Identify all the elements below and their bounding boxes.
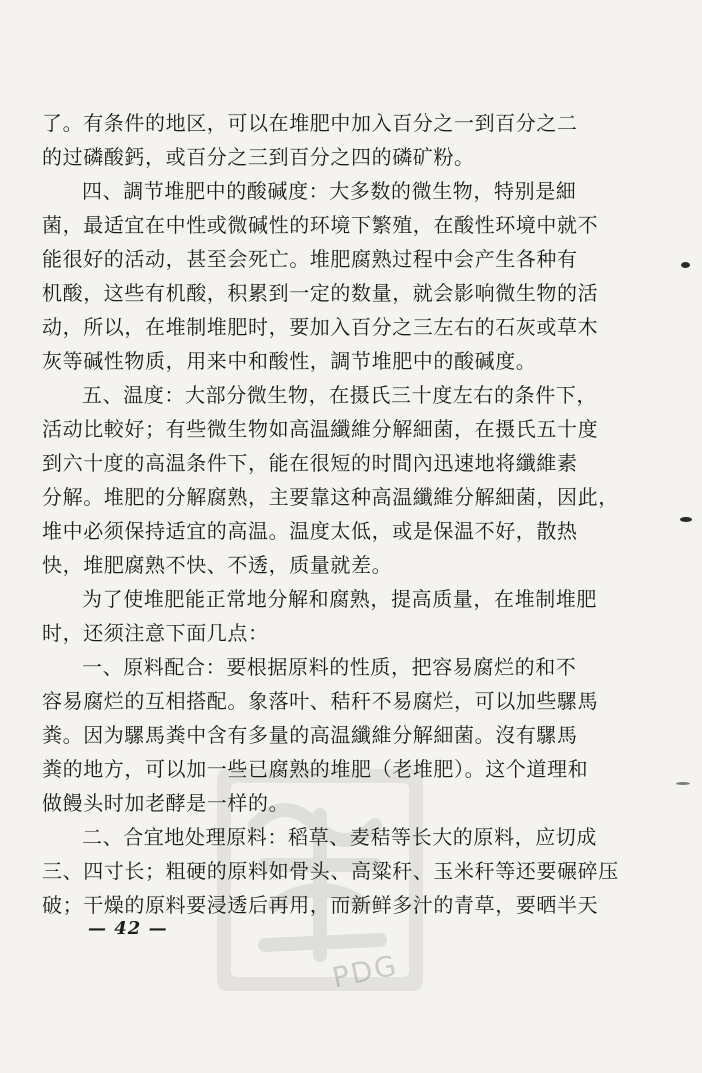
- text-line: 到六十度的高温条件下，能在很短的时間內迅速地将纖維素: [42, 451, 578, 475]
- text-line: 了。有条件的地区，可以在堆肥中加入百分之一到百分之二: [42, 111, 578, 135]
- text-line: 菌，最适宜在中性或微碱性的环境下繁殖，在酸性环境中就不: [42, 213, 599, 237]
- text-line: 的过磷酸鈣，或百分之三到百分之四的磷矿粉。: [42, 145, 475, 169]
- section-heading-line: 二、合宜地处理原料：稻草、麦秸等长大的原料，应切成: [82, 825, 597, 849]
- paragraph-start-line: 为了使堆肥能正常地分解和腐熟，提高质量，在堆制堆肥: [82, 587, 597, 611]
- ink-speck: [681, 262, 690, 268]
- text-line: 能很好的活动，甚至会死亡。堆肥腐熟过程中会产生各种有: [42, 247, 578, 271]
- ink-speck: [680, 517, 692, 522]
- text-line: 粪的地方，可以加一些已腐熟的堆肥（老堆肥）。这个道理和: [42, 757, 589, 781]
- ink-speck: [676, 782, 690, 785]
- text-line: 快，堆肥腐熟不快、不透，质量就差。: [42, 553, 393, 577]
- text-line: 破；干燥的原料要浸透后再用，而新鲜多汁的青草，要晒半天: [42, 893, 599, 917]
- watermark-pdg: PDG: [329, 948, 401, 995]
- text-line: 堆中必须保持适宜的高温。温度太低，或是保温不好，散热: [42, 519, 578, 543]
- text-line: 分解。堆肥的分解腐熟，主要靠这种高温纖維分解細菌，因此，: [42, 485, 619, 509]
- text-line: 动，所以，在堆制堆肥时，要加入百分之三左右的石灰或草木: [42, 315, 599, 339]
- text-line: 粪。因为騾馬粪中含有多量的高温纖維分解細菌。沒有騾馬: [42, 723, 578, 747]
- text-line: 做饅头时加老酵是一样的。: [42, 791, 290, 815]
- body-text: [42, 106, 619, 922]
- text-line: 灰等碱性物质，用来中和酸性，調节堆肥中的酸碱度。: [42, 349, 537, 373]
- text-line: 三、四寸长；粗硬的原料如骨头、高粱秆、玉米秆等还要碾碎压: [42, 859, 619, 883]
- text-line: 容易腐烂的互相搭配。象落叶、秸秆不易腐烂，可以加些騾馬: [42, 689, 599, 713]
- text-line: 活动比較好；有些微生物如高温纖維分解細菌，在摄氏五十度: [42, 417, 599, 441]
- section-heading-line: 一、原料配合：要根据原料的性质，把容易腐烂的和不: [82, 655, 577, 679]
- text-line: 时，还须注意下面几点：: [42, 621, 269, 645]
- text-line: 机酸，这些有机酸，积累到一定的数量，就会影响微生物的活: [42, 281, 599, 305]
- section-heading-line: 五、温度：大部分微生物，在摄氏三十度左右的条件下，: [82, 383, 597, 407]
- section-heading-line: 四、調节堆肥中的酸碱度：大多数的微生物，特别是細: [82, 179, 577, 203]
- page-number: — 42 —: [88, 918, 168, 939]
